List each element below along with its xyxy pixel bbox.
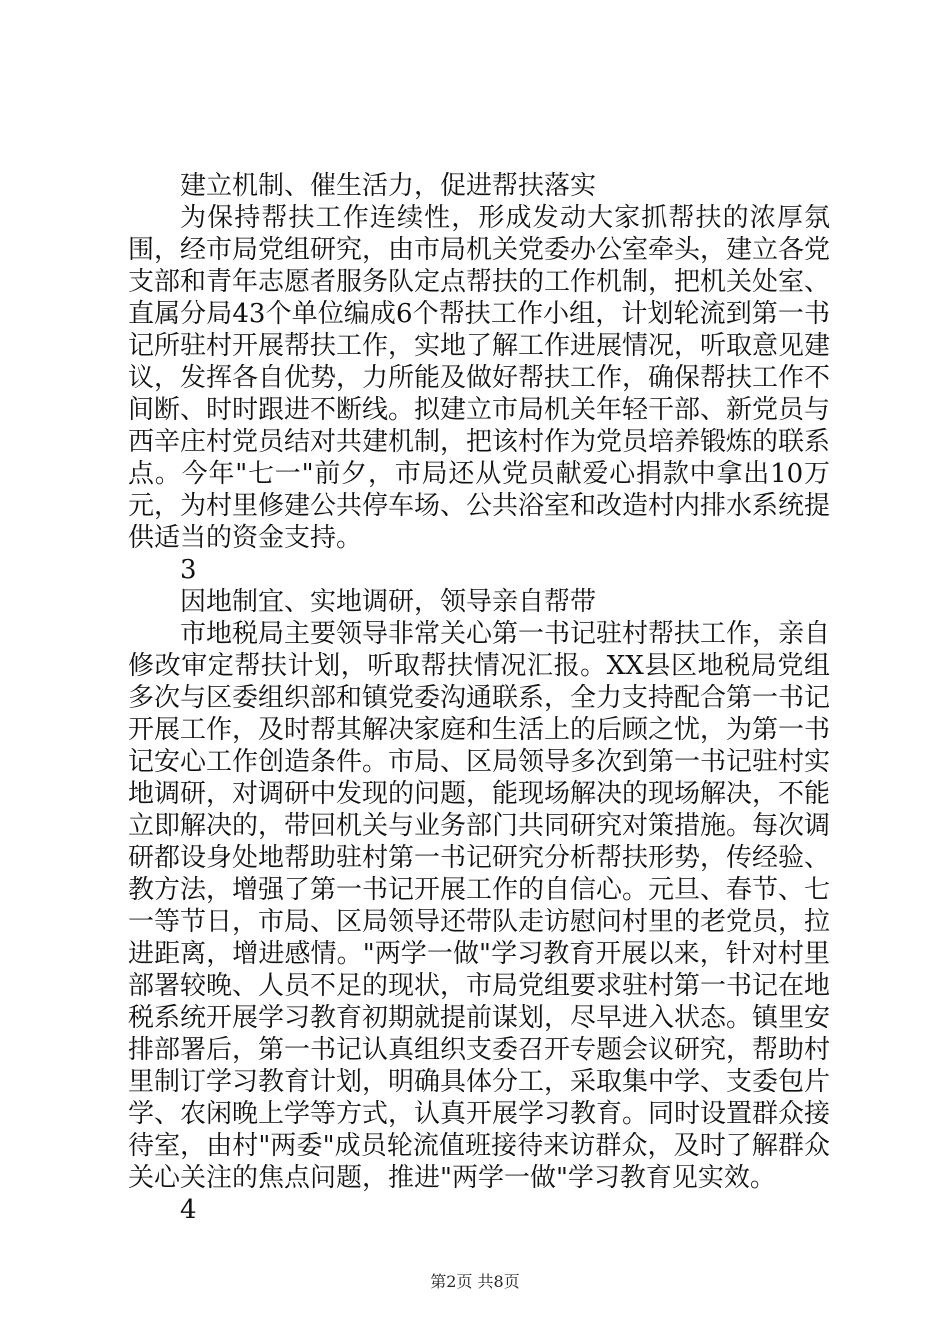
section-number-4: 4 — [180, 1195, 197, 1225]
page-number-label: 第2页 共8页 — [430, 1272, 520, 1291]
document-body — [128, 170, 830, 1226]
section-heading-research: 因地制宜、实地调研，领导亲自帮带 — [180, 587, 597, 617]
section-heading-mechanism: 建立机制、催生活力，促进帮扶落实 — [180, 171, 597, 201]
section-number-3: 3 — [180, 555, 197, 585]
page-footer — [0, 1272, 950, 1292]
section-paragraph-research: 市地税局主要领导非常关心第一书记驻村帮扶工作，亲自修改审定帮扶计划，听取帮扶情况汇报。XX县区地税局党组多次与区委组织部和镇党委沟通联系，全力支持配合第一书记开展工作，及时帮其解决家庭和生活上的后顾之忧，为第一书记安心工作创造条件。市局、区局领导多次到第一书记驻村实地调研，对调研中发现的问题，能现场解决的现场解决，不能立即解决的，带回机关与业务部门共同研究对策措施。每次调研都设身处地帮助驻村第一书记研究分析帮扶形势，传经验、教方法，增强了第一书记开展工作的自信心。元旦、春节、七一等节日，市局、区局领导还带队走访慰问村里的老党员，拉进距离，增进感情。"两学一做"学习教育开展以来，针对村里部署较晚、人员不足的现状，市局党组要求驻村第一书记在地税系统开展学习教育初期就提前谋划，尽早进入状态。镇里安排部署后，第一书记认真组织支委召开专题会议研究，帮助村里制订学习教育计划，明确具体分工，采取集中学、支委包片学、农闲晚上学等方式，认真开展学习教育。同时设置群众接待室，由村"两委"成员轮流值班接待来访群众，及时了解群众关心关注的焦点问题，推进"两学一做"学习教育见实效。 — [128, 619, 831, 1193]
section-paragraph-mechanism: 为保持帮扶工作连续性，形成发动大家抓帮扶的浓厚氛围，经市局党组研究，由市局机关党委办公室牵头，建立各党支部和青年志愿者服务队定点帮扶的工作机制，把机关处室、直属分局43个单位编成6个帮扶工作小组，计划轮流到第一书记所驻村开展帮扶工作，实地了解工作进展情况，听取意见建议，发挥各自优势，力所能及做好帮扶工作，确保帮扶工作不间断、时时跟进不断线。拟建立市局机关年轻干部、新党员与西辛庄村党员结对共建机制，把该村作为党员培养锻炼的联系点。今年"七一"前夕，市局还从党员献爱心捐款中拿出10万元，为村里修建公共停车场、公共浴室和改造村内排水系统提供适当的资金支持。 — [128, 203, 831, 553]
